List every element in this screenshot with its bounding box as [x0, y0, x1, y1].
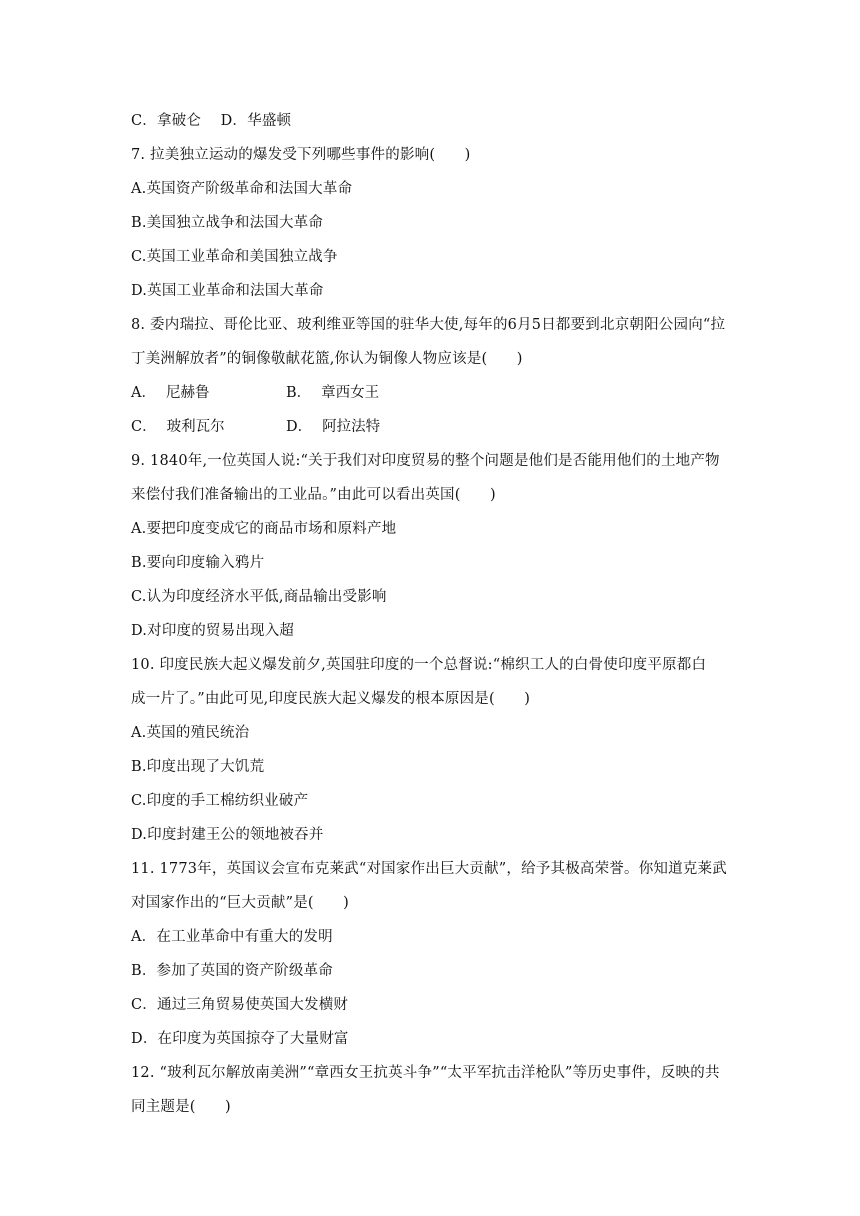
- q12-question-line-1: 12. “玻利瓦尔解放南美洲”“章西女王抗英斗争”“太平军抗击洋枪队”等历史事件，反映的共: [131, 1065, 720, 1081]
- q8-option-c-text: 玻利瓦尔: [166, 419, 225, 435]
- q9-option-a: A.要把印度变成它的商品市场和原料产地: [131, 521, 397, 537]
- q7-option-b: B.美国独立战争和法国大革命: [131, 215, 324, 231]
- q8-options-row-1-col2: [286, 383, 379, 403]
- q8-option-a-letter: A．: [131, 385, 156, 401]
- q8-option-c-letter: C．: [131, 419, 157, 435]
- q11-question-line-1: 11. 1773年，英国议会宣布克莱武“对国家作出巨大贡献”，给予其极高荣誉。你知道克莱武: [131, 861, 727, 877]
- q10-option-b: B.印度出现了大饥荒: [131, 759, 265, 775]
- q9-question-line-1: 9. 1840年,一位英国人说:“关于我们对印度贸易的整个问题是他们是否能用他们的土地产物: [131, 453, 720, 469]
- q8-option-b-text: 章西女王: [321, 385, 380, 401]
- q9-question-line-2: 来偿付我们准备输出的工业品。”由此可以看出英国( ): [131, 487, 496, 503]
- q11-option-b: B．参加了英国的资产阶级革命: [131, 963, 333, 979]
- q8-question-line-1: 8. 委内瑞拉、哥伦比亚、玻利维亚等国的驻华大使,每年的6月5日都要到北京朝阳公园向“拉: [131, 317, 726, 333]
- q8-option-d-text: 阿拉法特: [322, 419, 381, 435]
- q10-question-line-2: 成一片了。”由此可见,印度民族大起义爆发的根本原因是( ): [131, 691, 531, 707]
- q8-option-a-text: 尼赫鲁: [165, 385, 210, 401]
- q8-option-d-letter: D．: [286, 419, 313, 435]
- q6-options-line: C．拿破仑 D．华盛顿: [131, 113, 292, 129]
- q9-option-b: B.要向印度输入鸦片: [131, 555, 265, 571]
- q8-question-line-2: 丁美洲解放者”的铜像敬献花篮,你认为铜像人物应该是( ): [131, 351, 523, 367]
- q8-options-row-1: [131, 383, 209, 403]
- q12-question-line-2: 同主题是( ): [131, 1099, 231, 1115]
- q11-option-d: D．在印度为英国掠夺了大量财富: [131, 1031, 349, 1047]
- q8-options-row-2: [131, 417, 225, 437]
- q9-option-d: D.对印度的贸易出现入超: [131, 623, 295, 639]
- q8-options-row-2-col2: [286, 417, 380, 437]
- q10-option-d: D.印度封建王公的领地被吞并: [131, 827, 324, 843]
- q7-question: 7. 拉美独立运动的爆发受下列哪些事件的影响( ): [131, 147, 471, 163]
- q10-option-a: A.英国的殖民统治: [131, 725, 250, 741]
- q11-option-c: C．通过三角贸易使英国大发横财: [131, 997, 349, 1013]
- q10-option-c: C.印度的手工棉纺织业破产: [131, 793, 309, 809]
- q8-option-b-letter: B．: [286, 385, 312, 401]
- q7-option-d: D.英国工业革命和法国大革命: [131, 283, 324, 299]
- q11-option-a: A．在工业革命中有重大的发明: [131, 929, 333, 945]
- q7-option-c: C.英国工业革命和美国独立战争: [131, 249, 338, 265]
- q11-question-line-2: 对国家作出的“巨大贡献”是( ): [131, 895, 350, 911]
- q7-option-a: A.英国资产阶级革命和法国大革命: [131, 181, 353, 197]
- q10-question-line-1: 10. 印度民族大起义爆发前夕,英国驻印度的一个总督说:“棉织工人的白骨使印度平原都白: [131, 657, 707, 673]
- q9-option-c: C.认为印度经济水平低,商品输出受影响: [131, 589, 387, 605]
